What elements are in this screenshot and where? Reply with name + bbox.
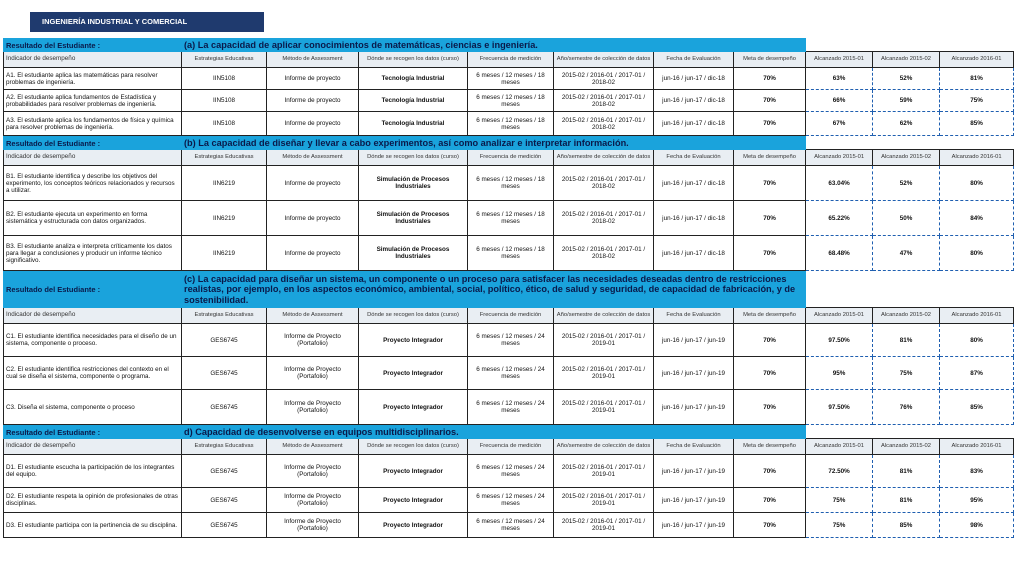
achieved-2015-01-cell: 63.04% — [806, 166, 873, 201]
strategy-cell: IIN6219 — [182, 236, 267, 271]
evaluation-date-cell: jun-16 / jun-17 / dic-18 — [654, 236, 734, 271]
goal-cell: 70% — [734, 357, 806, 390]
achieved-2015-02-cell: 76% — [873, 390, 940, 425]
course-cell: Tecnología Industrial — [359, 112, 468, 136]
indicator-cell: A1. El estudiante aplica las matemáticas para resolver problemas de ingeniería. — [4, 68, 182, 90]
achieved-2016-01-cell: 83% — [940, 455, 1014, 488]
indicator-cell: C2. El estudiante identifica restricciones del contexto en el cual se diseña el sistema, componente o programa. — [4, 357, 182, 390]
evaluation-date-cell: jun-16 / jun-17 / dic-18 — [654, 112, 734, 136]
years-cell: 2015-02 / 2016-01 / 2017-01 / 2018-02 — [554, 90, 654, 112]
evaluation-date-cell: jun-16 / jun-17 / dic-18 — [654, 90, 734, 112]
section-table-b — [3, 136, 1014, 271]
frequency-cell: 6 meses / 12 meses / 24 meses — [468, 513, 554, 538]
course-cell: Proyecto Integrador — [359, 455, 468, 488]
achieved-2015-01-cell: 97.50% — [806, 390, 873, 425]
frequency-cell: 6 meses / 12 meses / 18 meses — [468, 90, 554, 112]
course-cell: Proyecto Integrador — [359, 357, 468, 390]
years-cell: 2015-02 / 2016-01 / 2017-01 / 2018-02 — [554, 236, 654, 271]
course-cell: Proyecto Integrador — [359, 488, 468, 513]
goal-cell: 70% — [734, 68, 806, 90]
achieved-2016-01-cell: 81% — [940, 68, 1014, 90]
years-cell: 2015-02 / 2016-01 / 2017-01 / 2018-02 — [554, 68, 654, 90]
table-row — [4, 390, 1014, 425]
achieved-2015-02-cell: 81% — [873, 488, 940, 513]
column-header: Alcanzado 2015-01 — [806, 52, 873, 68]
achieved-2016-01-cell: 87% — [940, 357, 1014, 390]
achieved-2015-02-cell: 47% — [873, 236, 940, 271]
goal-cell: 70% — [734, 90, 806, 112]
column-header: Método de Assessment — [267, 439, 359, 455]
column-header: Indicador de desempeño — [4, 308, 182, 324]
achieved-2015-02-cell: 75% — [873, 357, 940, 390]
strategy-cell: IIN6219 — [182, 201, 267, 236]
method-cell: Informe de proyecto — [267, 166, 359, 201]
goal-cell: 70% — [734, 201, 806, 236]
column-header: Frecuencia de medición — [468, 150, 554, 166]
achieved-2015-02-cell: 81% — [873, 324, 940, 357]
column-header: Meta de desempeño — [734, 439, 806, 455]
section-label: Resultado del Estudiante : — [4, 137, 182, 150]
strategy-cell: GES6745 — [182, 488, 267, 513]
title-gap — [806, 137, 1014, 150]
course-cell: Simulación de Procesos Industriales — [359, 166, 468, 201]
achieved-2015-01-cell: 95% — [806, 357, 873, 390]
frequency-cell: 6 meses / 12 meses / 24 meses — [468, 455, 554, 488]
section-table-a — [3, 38, 1014, 136]
goal-cell: 70% — [734, 236, 806, 271]
method-cell: Informe de proyecto — [267, 112, 359, 136]
column-header: Estrategias Educativas — [182, 52, 267, 68]
table-row — [4, 68, 1014, 90]
achieved-2015-01-cell: 63% — [806, 68, 873, 90]
column-header: Método de Assessment — [267, 150, 359, 166]
achieved-2016-01-cell: 80% — [940, 166, 1014, 201]
years-cell: 2015-02 / 2016-01 / 2017-01 / 2018-02 — [554, 166, 654, 201]
evaluation-date-cell: jun-16 / jun-17 / jun-19 — [654, 357, 734, 390]
achieved-2015-02-cell: 50% — [873, 201, 940, 236]
indicator-cell: D3. El estudiante participa con la pertinencia de su disciplina. — [4, 513, 182, 538]
indicator-cell: B3. El estudiante analiza e interpreta críticamente los datos para llegar a conclusiones y producir un informe técnico significativo. — [4, 236, 182, 271]
column-header: Indicador de desempeño — [4, 439, 182, 455]
column-header: Dónde se recogen los datos (curso) — [359, 150, 468, 166]
column-header: Fecha de Evaluación — [654, 308, 734, 324]
section-title: d) Capacidad de desenvolverse en equipos multidisciplinarios. — [182, 426, 806, 439]
achieved-2015-01-cell: 67% — [806, 112, 873, 136]
column-header: Año/semestre de colección de datos — [554, 439, 654, 455]
section-title: (c) La capacidad para diseñar un sistema, un componente o un proceso para satisfacer las necesidades deseadas dentro de restricciones realistas, por ejemplo, en los aspectos económico, ambiental, social, político, ético, de salud y seguridad, de capacidad de fabricación, y de sostenibilidad. — [182, 272, 806, 308]
section-title: (a) La capacidad de aplicar conocimientos de matemáticas, ciencias e ingeniería. — [182, 39, 806, 52]
achieved-2015-01-cell: 66% — [806, 90, 873, 112]
strategy-cell: IIN5108 — [182, 112, 267, 136]
column-header: Indicador de desempeño — [4, 52, 182, 68]
section-table-c — [3, 271, 1014, 425]
indicator-cell: A2. El estudiante aplica fundamentos de Estadística y probabilidades para resolver problemas de ingeniería. — [4, 90, 182, 112]
column-header: Alcanzado 2015-01 — [806, 439, 873, 455]
column-header: Alcanzado 2016-01 — [940, 52, 1014, 68]
column-header: Año/semestre de colección de datos — [554, 150, 654, 166]
section-table-d — [3, 425, 1014, 538]
column-header: Alcanzado 2015-02 — [873, 439, 940, 455]
table-row — [4, 455, 1014, 488]
achieved-2016-01-cell: 85% — [940, 112, 1014, 136]
column-header: Dónde se recogen los datos (curso) — [359, 439, 468, 455]
method-cell: Informe de Proyecto (Portafolio) — [267, 324, 359, 357]
achieved-2016-01-cell: 98% — [940, 513, 1014, 538]
strategy-cell: IIN5108 — [182, 68, 267, 90]
column-header: Frecuencia de medición — [468, 52, 554, 68]
indicator-cell: C3. Diseña el sistema, componente o proceso — [4, 390, 182, 425]
achieved-2016-01-cell: 75% — [940, 90, 1014, 112]
method-cell: Informe de proyecto — [267, 68, 359, 90]
method-cell: Informe de Proyecto (Portafolio) — [267, 390, 359, 425]
years-cell: 2015-02 / 2016-01 / 2017-01 / 2019-01 — [554, 390, 654, 425]
column-header: Alcanzado 2015-01 — [806, 308, 873, 324]
frequency-cell: 6 meses / 12 meses / 24 meses — [468, 488, 554, 513]
frequency-cell: 6 meses / 12 meses / 18 meses — [468, 201, 554, 236]
goal-cell: 70% — [734, 455, 806, 488]
evaluation-date-cell: jun-16 / jun-17 / jun-19 — [654, 455, 734, 488]
column-header: Año/semestre de colección de datos — [554, 52, 654, 68]
column-header: Fecha de Evaluación — [654, 439, 734, 455]
evaluation-date-cell: jun-16 / jun-17 / dic-18 — [654, 201, 734, 236]
method-cell: Informe de proyecto — [267, 201, 359, 236]
section-label: Resultado del Estudiante : — [4, 39, 182, 52]
method-cell: Informe de Proyecto (Portafolio) — [267, 513, 359, 538]
achieved-2015-01-cell: 65.22% — [806, 201, 873, 236]
goal-cell: 70% — [734, 390, 806, 425]
column-header: Estrategias Educativas — [182, 150, 267, 166]
strategy-cell: IIN5108 — [182, 90, 267, 112]
column-header: Estrategias Educativas — [182, 308, 267, 324]
strategy-cell: GES6745 — [182, 324, 267, 357]
achieved-2015-02-cell: 81% — [873, 455, 940, 488]
column-header: Frecuencia de medición — [468, 439, 554, 455]
years-cell: 2015-02 / 2016-01 / 2017-01 / 2019-01 — [554, 357, 654, 390]
section-title: (b) La capacidad de diseñar y llevar a cabo experimentos, así como analizar e interpretar información. — [182, 137, 806, 150]
evaluation-date-cell: jun-16 / jun-17 / dic-18 — [654, 166, 734, 201]
course-cell: Simulación de Procesos Industriales — [359, 236, 468, 271]
column-header: Alcanzado 2015-02 — [873, 52, 940, 68]
frequency-cell: 6 meses / 12 meses / 18 meses — [468, 166, 554, 201]
table-row — [4, 488, 1014, 513]
achieved-2015-01-cell: 75% — [806, 488, 873, 513]
method-cell: Informe de Proyecto (Portafolio) — [267, 357, 359, 390]
achieved-2015-02-cell: 52% — [873, 68, 940, 90]
column-header: Método de Assessment — [267, 52, 359, 68]
table-row — [4, 357, 1014, 390]
achieved-2016-01-cell: 80% — [940, 236, 1014, 271]
years-cell: 2015-02 / 2016-01 / 2017-01 / 2019-01 — [554, 488, 654, 513]
strategy-cell: GES6745 — [182, 390, 267, 425]
achieved-2016-01-cell: 95% — [940, 488, 1014, 513]
column-header: Método de Assessment — [267, 308, 359, 324]
column-header: Fecha de Evaluación — [654, 150, 734, 166]
column-header: Dónde se recogen los datos (curso) — [359, 308, 468, 324]
column-header: Alcanzado 2015-02 — [873, 308, 940, 324]
method-cell: Informe de Proyecto (Portafolio) — [267, 488, 359, 513]
column-header: Indicador de desempeño — [4, 150, 182, 166]
goal-cell: 70% — [734, 324, 806, 357]
column-header: Alcanzado 2016-01 — [940, 308, 1014, 324]
section-label: Resultado del Estudiante : — [4, 426, 182, 439]
indicator-cell: D2. El estudiante respeta la opinión de profesionales de otras disciplinas. — [4, 488, 182, 513]
goal-cell: 70% — [734, 513, 806, 538]
years-cell: 2015-02 / 2016-01 / 2017-01 / 2018-02 — [554, 201, 654, 236]
frequency-cell: 6 meses / 12 meses / 24 meses — [468, 390, 554, 425]
years-cell: 2015-02 / 2016-01 / 2017-01 / 2019-01 — [554, 324, 654, 357]
column-header: Meta de desempeño — [734, 150, 806, 166]
goal-cell: 70% — [734, 112, 806, 136]
course-cell: Tecnología Industrial — [359, 90, 468, 112]
achieved-2015-01-cell: 72.50% — [806, 455, 873, 488]
column-header: Frecuencia de medición — [468, 308, 554, 324]
column-header: Dónde se recogen los datos (curso) — [359, 52, 468, 68]
column-header: Año/semestre de colección de datos — [554, 308, 654, 324]
title-gap — [806, 426, 1014, 439]
table-row — [4, 112, 1014, 136]
title-gap — [806, 39, 1014, 52]
column-header: Alcanzado 2015-02 — [873, 150, 940, 166]
achieved-2016-01-cell: 84% — [940, 201, 1014, 236]
frequency-cell: 6 meses / 12 meses / 24 meses — [468, 324, 554, 357]
achieved-2015-02-cell: 59% — [873, 90, 940, 112]
strategy-cell: GES6745 — [182, 357, 267, 390]
table-row — [4, 513, 1014, 538]
table-row — [4, 324, 1014, 357]
document-banner: INGENIERÍA INDUSTRIAL Y COMERCIAL — [30, 12, 264, 32]
table-row — [4, 201, 1014, 236]
indicator-cell: D1. El estudiante escucha la participación de los integrantes del equipo. — [4, 455, 182, 488]
indicator-cell: B1. El estudiante identifica y describe los objetivos del experimento, los conceptos teóricos relacionados y recursos a utilizar. — [4, 166, 182, 201]
years-cell: 2015-02 / 2016-01 / 2017-01 / 2019-01 — [554, 513, 654, 538]
evaluation-date-cell: jun-16 / jun-17 / jun-19 — [654, 513, 734, 538]
frequency-cell: 6 meses / 12 meses / 24 meses — [468, 357, 554, 390]
indicator-cell: A3. El estudiante aplica los fundamentos de física y química para resolver problemas de ingeniería. — [4, 112, 182, 136]
column-header: Fecha de Evaluación — [654, 52, 734, 68]
course-cell: Simulación de Procesos Industriales — [359, 201, 468, 236]
evaluation-date-cell: jun-16 / jun-17 / dic-18 — [654, 68, 734, 90]
assessment-tables — [3, 38, 1013, 538]
column-header: Alcanzado 2016-01 — [940, 150, 1014, 166]
indicator-cell: C1. El estudiante identifica necesidades para el diseño de un sistema, componente o proceso. — [4, 324, 182, 357]
strategy-cell: GES6745 — [182, 455, 267, 488]
course-cell: Tecnología Industrial — [359, 68, 468, 90]
section-label: Resultado del Estudiante : — [4, 272, 182, 308]
achieved-2015-02-cell: 85% — [873, 513, 940, 538]
strategy-cell: GES6745 — [182, 513, 267, 538]
strategy-cell: IIN6219 — [182, 166, 267, 201]
evaluation-date-cell: jun-16 / jun-17 / jun-19 — [654, 390, 734, 425]
evaluation-date-cell: jun-16 / jun-17 / jun-19 — [654, 488, 734, 513]
achieved-2015-01-cell: 97.50% — [806, 324, 873, 357]
achieved-2015-02-cell: 62% — [873, 112, 940, 136]
years-cell: 2015-02 / 2016-01 / 2017-01 / 2019-01 — [554, 455, 654, 488]
frequency-cell: 6 meses / 12 meses / 18 meses — [468, 112, 554, 136]
table-row — [4, 166, 1014, 201]
achieved-2016-01-cell: 80% — [940, 324, 1014, 357]
goal-cell: 70% — [734, 166, 806, 201]
course-cell: Proyecto Integrador — [359, 390, 468, 425]
goal-cell: 70% — [734, 488, 806, 513]
achieved-2015-01-cell: 75% — [806, 513, 873, 538]
column-header: Meta de desempeño — [734, 52, 806, 68]
course-cell: Proyecto Integrador — [359, 513, 468, 538]
achieved-2015-01-cell: 68.48% — [806, 236, 873, 271]
frequency-cell: 6 meses / 12 meses / 18 meses — [468, 236, 554, 271]
indicator-cell: B2. El estudiante ejecuta un experimento en forma sistemática y estructurada con datos organizados. — [4, 201, 182, 236]
column-header: Estrategias Educativas — [182, 439, 267, 455]
frequency-cell: 6 meses / 12 meses / 18 meses — [468, 68, 554, 90]
method-cell: Informe de proyecto — [267, 236, 359, 271]
title-gap — [806, 272, 1014, 308]
evaluation-date-cell: jun-16 / jun-17 / jun-19 — [654, 324, 734, 357]
method-cell: Informe de Proyecto (Portafolio) — [267, 455, 359, 488]
column-header: Meta de desempeño — [734, 308, 806, 324]
achieved-2016-01-cell: 85% — [940, 390, 1014, 425]
years-cell: 2015-02 / 2016-01 / 2017-01 / 2018-02 — [554, 112, 654, 136]
column-header: Alcanzado 2016-01 — [940, 439, 1014, 455]
table-row — [4, 90, 1014, 112]
method-cell: Informe de proyecto — [267, 90, 359, 112]
achieved-2015-02-cell: 52% — [873, 166, 940, 201]
column-header: Alcanzado 2015-01 — [806, 150, 873, 166]
table-row — [4, 236, 1014, 271]
course-cell: Proyecto Integrador — [359, 324, 468, 357]
